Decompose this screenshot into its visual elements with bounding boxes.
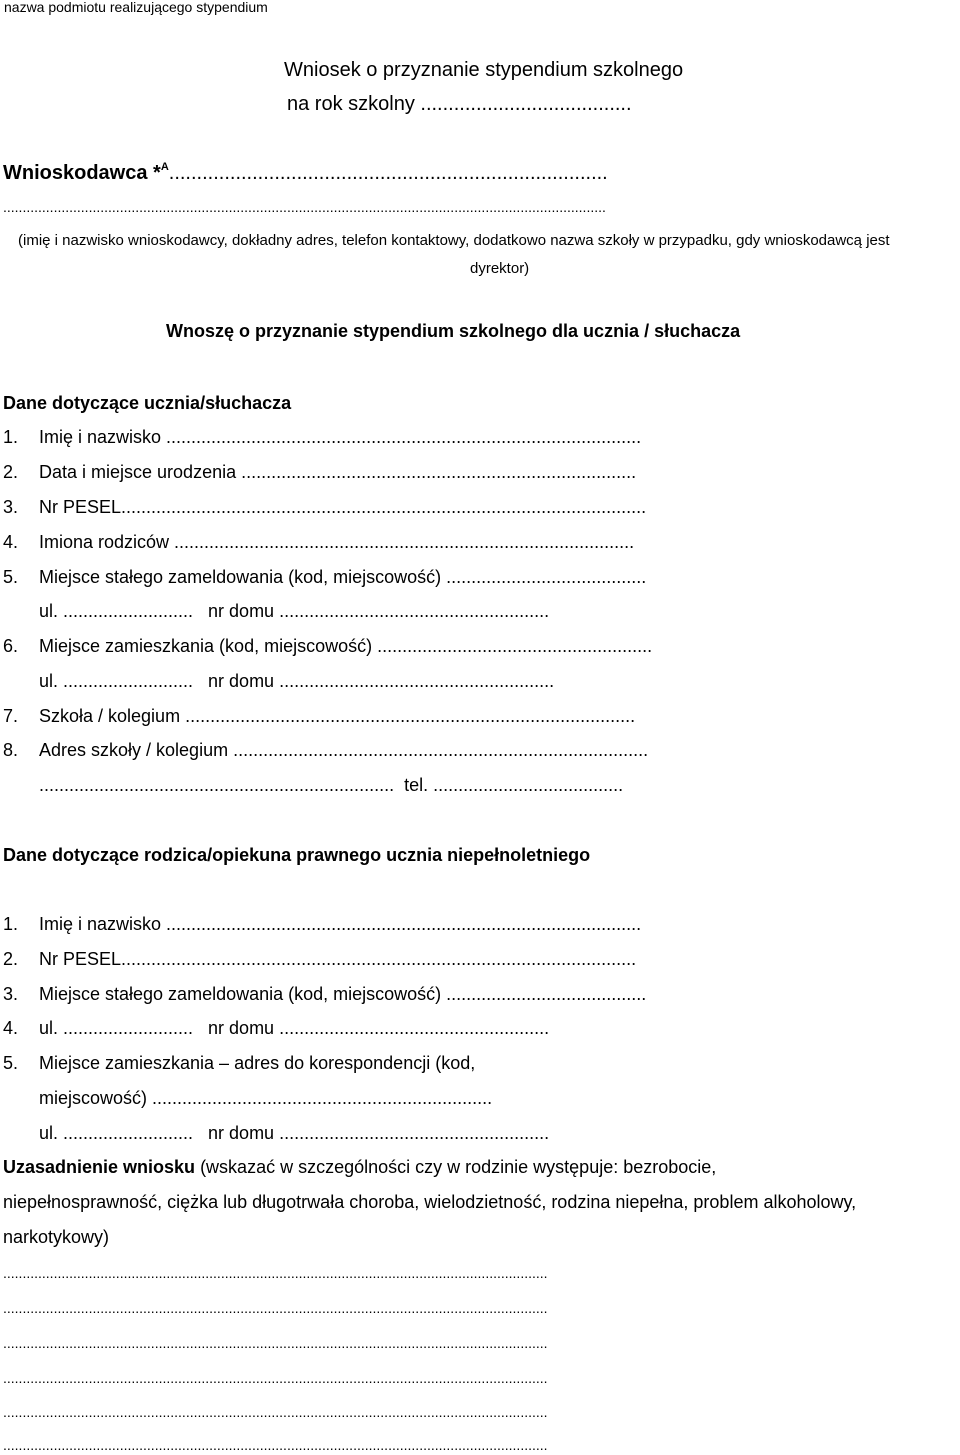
- parent-item-num: 4.: [3, 1018, 19, 1038]
- student-item-text: ul. .......................... nr domu .......................................................: [39, 671, 555, 691]
- parent-item: [3, 1054, 475, 1072]
- student-item-text: Imię i nazwisko ...............................................................................................: [39, 427, 642, 447]
- parent-item: [3, 1019, 549, 1037]
- student-item-text: Miejsce stałego zameldowania (kod, miejscowość) ........................................: [39, 567, 647, 587]
- parent-item-text: Miejsce zamieszkania – adres do korespondencji (kod,: [39, 1053, 476, 1073]
- parent-item-num: 3.: [3, 984, 19, 1004]
- student-item-text: Imiona rodziców ............................................................................................: [39, 532, 635, 552]
- student-item-num: 7.: [3, 706, 19, 726]
- justification-dot-line: ............................................................................................................................................: [3, 1300, 548, 1316]
- applicant-label-text: Wnioskodawca *: [3, 162, 161, 184]
- applicant-note-line2: dyrektor): [470, 260, 530, 277]
- student-item-num: 5.: [3, 567, 19, 587]
- applicant-superscript: A: [160, 161, 169, 173]
- student-item-text: ....................................................................... tel. ......................................: [39, 775, 624, 795]
- student-item-num: 3.: [3, 497, 19, 517]
- student-item: [3, 637, 652, 655]
- parent-item-text: Miejsce stałego zameldowania (kod, miejscowość) ........................................: [39, 984, 647, 1004]
- justification-dot-line: ............................................................................................................................................: [3, 1370, 548, 1386]
- applicant-note-line1: (imię i nazwisko wnioskodawcy, dokładny adres, telefon kontaktowy, dodatkowo nazwa szkoły w przypadku, gdy wnioskodawcą jest: [18, 232, 890, 249]
- parent-item-text: ul. .......................... nr domu ......................................................: [39, 1123, 550, 1143]
- institution-label: nazwa podmiotu realizującego stypendium: [4, 0, 268, 15]
- student-item-text: Adres szkoły / kolegium ...................................................................................: [39, 740, 649, 760]
- student-item-text: ul. .......................... nr domu ......................................................: [39, 601, 550, 621]
- applicant-label: [3, 163, 608, 183]
- parent-section-heading: Dane dotyczące rodzica/opiekuna prawnego ucznia niepełnoletniego: [3, 845, 591, 865]
- justification-heading: Uzasadnienie wniosku: [3, 1157, 196, 1177]
- student-section-heading: Dane dotyczące ucznia/słuchacza: [3, 393, 292, 413]
- student-item: [3, 498, 646, 516]
- parent-item: [3, 1124, 549, 1142]
- parent-item-text: Nr PESEL.......................................................................................................: [39, 949, 637, 969]
- student-item: [3, 602, 549, 620]
- parent-item-text: Imię i nazwisko ...............................................................................................: [39, 914, 642, 934]
- justification-line1: [3, 1158, 716, 1176]
- student-item-num: 6.: [3, 636, 19, 656]
- form-title: Wniosek o przyznanie stypendium szkolnego: [284, 59, 684, 81]
- student-item: [3, 428, 641, 446]
- student-item: [3, 463, 636, 481]
- student-item: [3, 672, 554, 690]
- student-item-text: Miejsce zamieszkania (kod, miejscowość) .......................................................: [39, 636, 653, 656]
- student-item-num: 1.: [3, 427, 19, 447]
- student-item-text: Data i miejsce urodzenia ...............................................................................: [39, 462, 637, 482]
- request-statement: Wnoszę o przyznanie stypendium szkolnego dla ucznia / słuchacza: [166, 321, 741, 341]
- parent-item-text: ul. .......................... nr domu ......................................................: [39, 1018, 550, 1038]
- student-item-text: Nr PESEL.........................................................................................................: [39, 497, 647, 517]
- student-item: [3, 533, 634, 551]
- parent-item-num: 1.: [3, 914, 19, 934]
- applicant-dots-2: ...........................................................................................................................................................: [3, 199, 606, 215]
- parent-item: [3, 915, 641, 933]
- parent-item-num: 5.: [3, 1053, 19, 1073]
- student-item-num: 8.: [3, 740, 19, 760]
- parent-item-num: 2.: [3, 949, 19, 969]
- justification-line2: niepełnosprawność, ciężka lub długotrwała choroba, wielodzietność, rodzina niepełna, problem alkoholowy,: [3, 1192, 857, 1212]
- student-item: [3, 568, 646, 586]
- school-year-line: na rok szkolny ......................................: [287, 93, 632, 115]
- student-item-num: 4.: [3, 532, 19, 552]
- applicant-dots-1: ...............................................................................: [168, 162, 608, 184]
- justification-text: (wskazać w szczególności czy w rodzinie występuje: bezrobocie,: [195, 1157, 717, 1177]
- justification-dot-line: ............................................................................................................................................: [3, 1335, 548, 1351]
- student-item: [3, 776, 623, 794]
- parent-item: [3, 950, 636, 968]
- parent-item: [3, 1089, 492, 1107]
- student-item: [3, 707, 635, 725]
- student-item-text: Szkoła / kolegium ..........................................................................................: [39, 706, 636, 726]
- justification-line3: narkotykowy): [3, 1227, 110, 1247]
- student-item-num: 2.: [3, 462, 19, 482]
- justification-dot-line: ............................................................................................................................................: [3, 1437, 548, 1453]
- student-item: [3, 741, 648, 759]
- parent-item: [3, 985, 646, 1003]
- justification-dot-line: ............................................................................................................................................: [3, 1265, 548, 1281]
- parent-item-text: miejscowość) ....................................................................: [39, 1088, 493, 1108]
- justification-dot-line: ............................................................................................................................................: [3, 1404, 548, 1420]
